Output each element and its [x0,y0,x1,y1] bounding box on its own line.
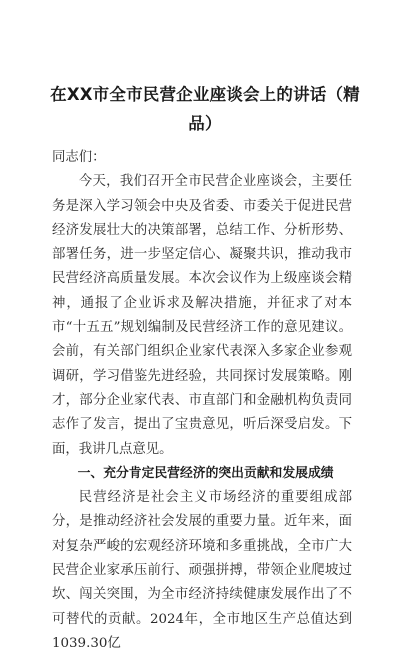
document-title: 在XX市全市民营企业座谈会上的讲话（精品） [50,85,360,133]
salutation: 同志们： [52,150,106,165]
section-heading: 一、充分肯定民营经济的突出贡献和发展成绩 [77,465,334,481]
opening-paragraph: 今天，我们召开全市民营企业座谈会，主要任务是深入学习领会中央及省委、市委关于促进民营经济发展壮大的决策部署，总结工作、分析形势、部署任务，进一步坚定信心、凝聚共识，推动我市民营经济高质量发展。本次会议作为上级座谈会精神，通报了企业诉求及解决措施，并征求了对本市“十五五”规划编制及民营经济工作的意见建议。会前，有关部门组织企业家代表深入多家企业参观调研，学习借鉴先进经验，共同探讨发展策略。刚才，部分企业家代表、市直部门和金融机构负责同志作了发言，提出了宝贵意见，听后深受启发。下面，我讲几点意见。 [52,174,352,457]
section-paragraph: 民营经济是社会主义市场经济的重要组成部分，是推动经济社会发展的重要力量。近年来，面对复杂严峻的宏观经济环境和多重挑战，全市广大民营企业家承压前行、顽强拼搏，带领企业爬坡过坎、闯关突围，为全市经济持续健康发展作出了不可替代的贡献。2024年，全市地区生产总值达到1039.30亿 [52,490,352,651]
